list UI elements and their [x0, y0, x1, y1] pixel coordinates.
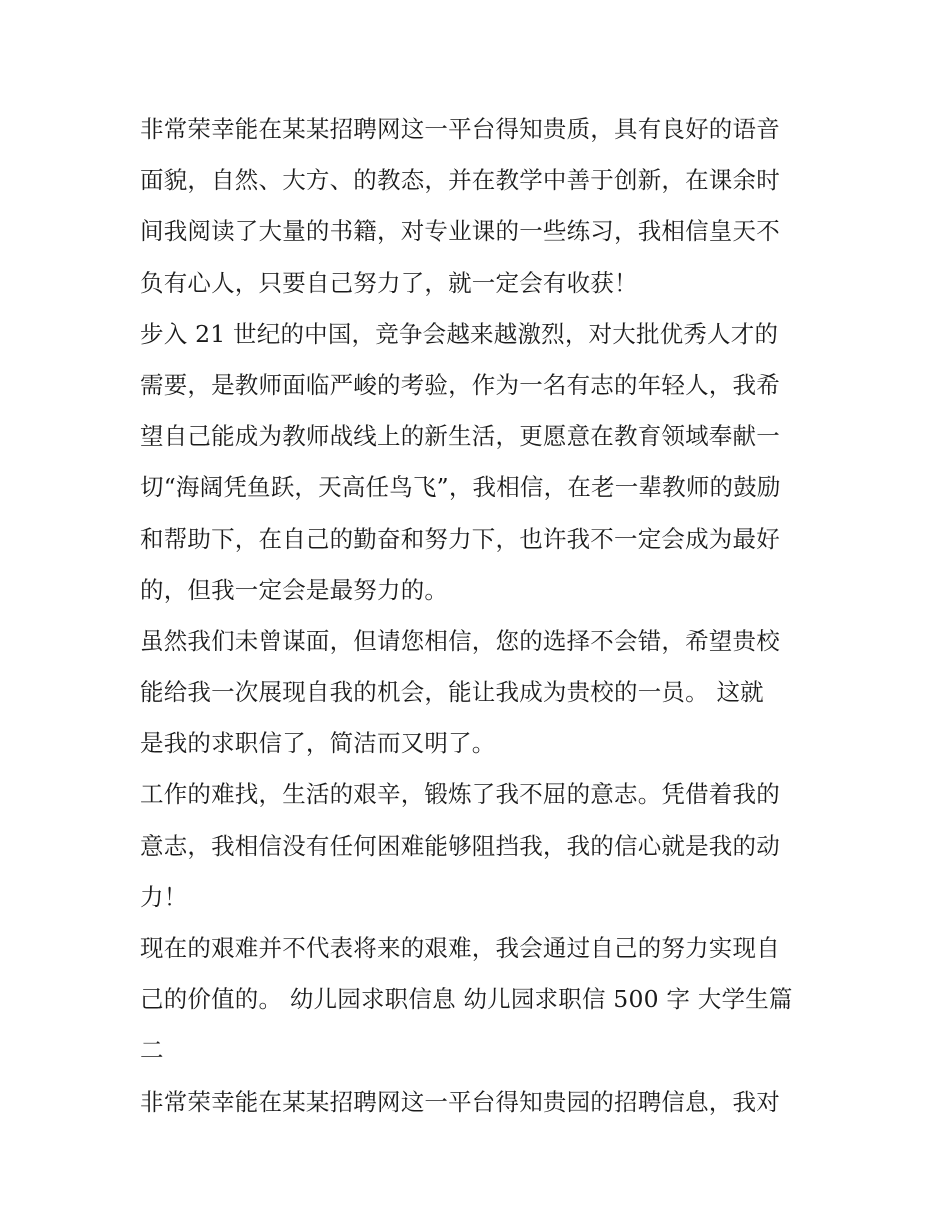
text-line: 非常荣幸能在某某招聘网这一平台得知贵园的招聘信息，我对	[140, 1087, 780, 1116]
text-line: 力！	[140, 882, 188, 911]
text-line: 能给我一次展现自我的机会，能让我成为贵校的一员。 这就	[140, 678, 764, 707]
paragraph	[140, 1077, 820, 1128]
text-line: 虽然我们未曾谋面，但请您相信，您的选择不会错，希望贵校	[140, 626, 780, 655]
text-line: 二	[140, 1036, 164, 1065]
text-line: 的，但我一定会是最努力的。	[140, 575, 449, 604]
text-line: 是我的求职信了，简洁而又明了。	[140, 729, 496, 758]
paragraph	[140, 309, 820, 616]
text-line: 步入 21 世纪的中国，竞争会越来越激烈，对大批优秀人才的	[140, 319, 779, 348]
text-line: 和帮助下，在自己的勤奋和努力下，也许我不一定会成为最好	[140, 524, 780, 553]
paragraph	[140, 923, 820, 1077]
text-line: 面貌，自然、大方、的教态，并在教学中善于创新，在课余时	[140, 166, 780, 195]
text-line: 己的价值的。 幼儿园求职信息 幼儿园求职信 500 字 大学生篇	[140, 985, 793, 1014]
text-line: 现在的艰难并不代表将来的艰难，我会通过自己的努力实现自	[140, 934, 780, 962]
paragraph	[140, 104, 820, 309]
document-body	[140, 104, 820, 1128]
text-line: 间我阅读了大量的书籍，对专业课的一些练习，我相信皇天不	[140, 217, 780, 246]
paragraph	[140, 616, 820, 770]
text-line: 工作的难找，生活的艰辛，锻炼了我不屈的意志。凭借着我的	[140, 780, 780, 809]
text-line: 切“海阔凭鱼跃，天高任鸟飞”，我相信，在老一辈教师的鼓励	[140, 473, 781, 502]
text-line: 意志，我相信没有任何困难能够阻挡我，我的信心就是我的动	[140, 831, 780, 860]
paragraph	[140, 769, 820, 923]
text-line: 望自己能成为教师战线上的新生活，更愿意在教育领域奉献一	[140, 422, 780, 451]
text-line: 负有心人，只要自己努力了，就一定会有收获！	[140, 268, 638, 297]
text-line: 非常荣幸能在某某招聘网这一平台得知贵质，具有良好的语音	[140, 115, 780, 143]
text-line: 需要，是教师面临严峻的考验，作为一名有志的年轻人，我希	[140, 370, 780, 399]
